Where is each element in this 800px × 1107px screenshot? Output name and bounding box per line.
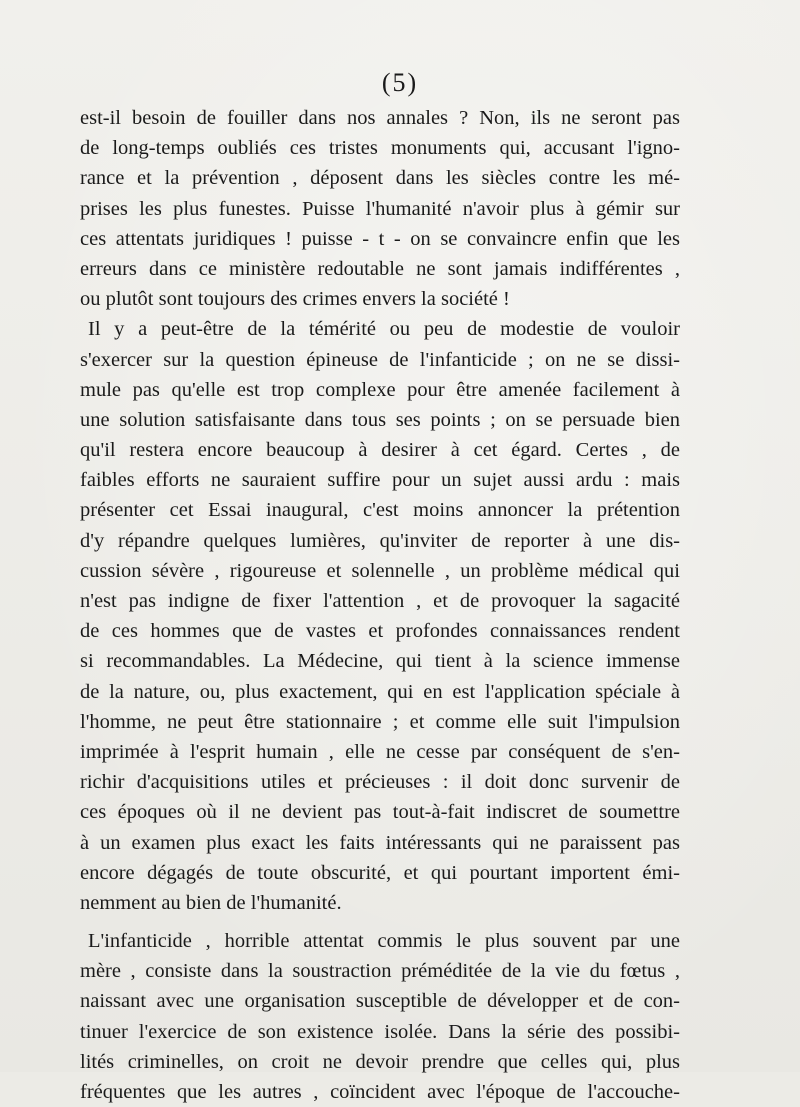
text-line: si recommandables. La Médecine, qui tient à la science immense bbox=[80, 650, 680, 673]
text-line: d'y répandre quelques lumières, qu'inviter de reporter à une dis- bbox=[80, 529, 680, 552]
text-line: n'est pas indigne de fixer l'attention , et de provoquer la sagacité bbox=[80, 590, 680, 612]
text-line: tinuer l'exercice de son existence isolée. Dans la série des possibi- bbox=[80, 1020, 680, 1043]
text-line: Il y a peut-être de la témérité ou peu de modestie de vouloir bbox=[88, 318, 680, 341]
text-line: est-il besoin de fouiller dans nos annales ? Non, ils ne seront pas bbox=[80, 107, 680, 129]
text-line: nemment au bien de l'humanité. bbox=[80, 891, 342, 914]
text-line: qu'il restera encore beaucoup à desirer à cet égard. Certes , de bbox=[80, 439, 680, 462]
text-line: encore dégagés de toute obscurité, et qui pourtant importent émi- bbox=[80, 861, 680, 884]
text-line: L'infanticide , horrible attentat commis le plus souvent par une bbox=[88, 930, 680, 953]
text-line: de ces hommes que de vastes et profondes connaissances rendent bbox=[80, 620, 680, 643]
text-line: ces attentats juridiques ! puisse - t - on se convaincre enfin que les bbox=[80, 227, 680, 250]
text-line: lités criminelles, on croit ne devoir prendre que celles qui, plus bbox=[80, 1050, 680, 1073]
body-text bbox=[80, 103, 680, 1107]
text-line: présenter cet Essai inaugural, c'est moins annoncer la prétention bbox=[80, 499, 680, 522]
text-line: prises les plus funestes. Puisse l'humanité n'avoir plus à gémir sur bbox=[80, 197, 680, 220]
text-line: à un examen plus exact les faits intéressants qui ne paraissent pas bbox=[80, 831, 680, 854]
text-line: de la nature, ou, plus exactement, qui en est l'application spéciale à bbox=[80, 680, 680, 703]
page-number: (5) bbox=[381, 68, 419, 97]
paragraph-2 bbox=[80, 314, 680, 918]
text-line: l'homme, ne peut être stationnaire ; et comme elle suit l'impulsion bbox=[80, 710, 680, 733]
paragraph-spacer bbox=[80, 918, 680, 926]
text-line: mère , consiste dans la soustraction préméditée de la vie du fœtus , bbox=[80, 960, 680, 983]
text-line: faibles efforts ne sauraient suffire pour un sujet aussi ardu : mais bbox=[80, 469, 680, 492]
text-line: richir d'acquisitions utiles et précieuses : il doit donc survenir de bbox=[80, 771, 680, 794]
text-line: imprimée à l'esprit humain , elle ne cesse par conséquent de s'en- bbox=[80, 740, 680, 763]
paragraph-3 bbox=[80, 926, 680, 1107]
text-line: erreurs dans ce ministère redoutable ne sont jamais indifférentes , bbox=[80, 257, 680, 280]
text-line: une solution satisfaisante dans tous ses points ; on se persuade bien bbox=[80, 408, 680, 431]
text-line: de long-temps oubliés ces tristes monuments qui, accusant l'igno- bbox=[80, 137, 680, 160]
text-line: cussion sévère , rigoureuse et solennelle , un problème médical qui bbox=[80, 559, 680, 582]
text-line: fréquentes que les autres , coïncident avec l'époque de l'accouche- bbox=[80, 1081, 680, 1103]
text-line: rance et la prévention , déposent dans les siècles contre les mé- bbox=[80, 167, 680, 190]
text-line: s'exercer sur la question épineuse de l'infanticide ; on ne se dissi- bbox=[80, 348, 680, 371]
paragraph-1 bbox=[80, 103, 680, 314]
text-line: ces époques où il ne devient pas tout-à-fait indiscret de soumettre bbox=[80, 801, 680, 824]
text-line: ou plutôt sont toujours des crimes envers la société ! bbox=[80, 288, 510, 311]
text-line: mule pas qu'elle est trop complexe pour être amenée facilement à bbox=[80, 378, 680, 401]
text-line: naissant avec une organisation susceptible de développer et de con- bbox=[80, 990, 680, 1013]
